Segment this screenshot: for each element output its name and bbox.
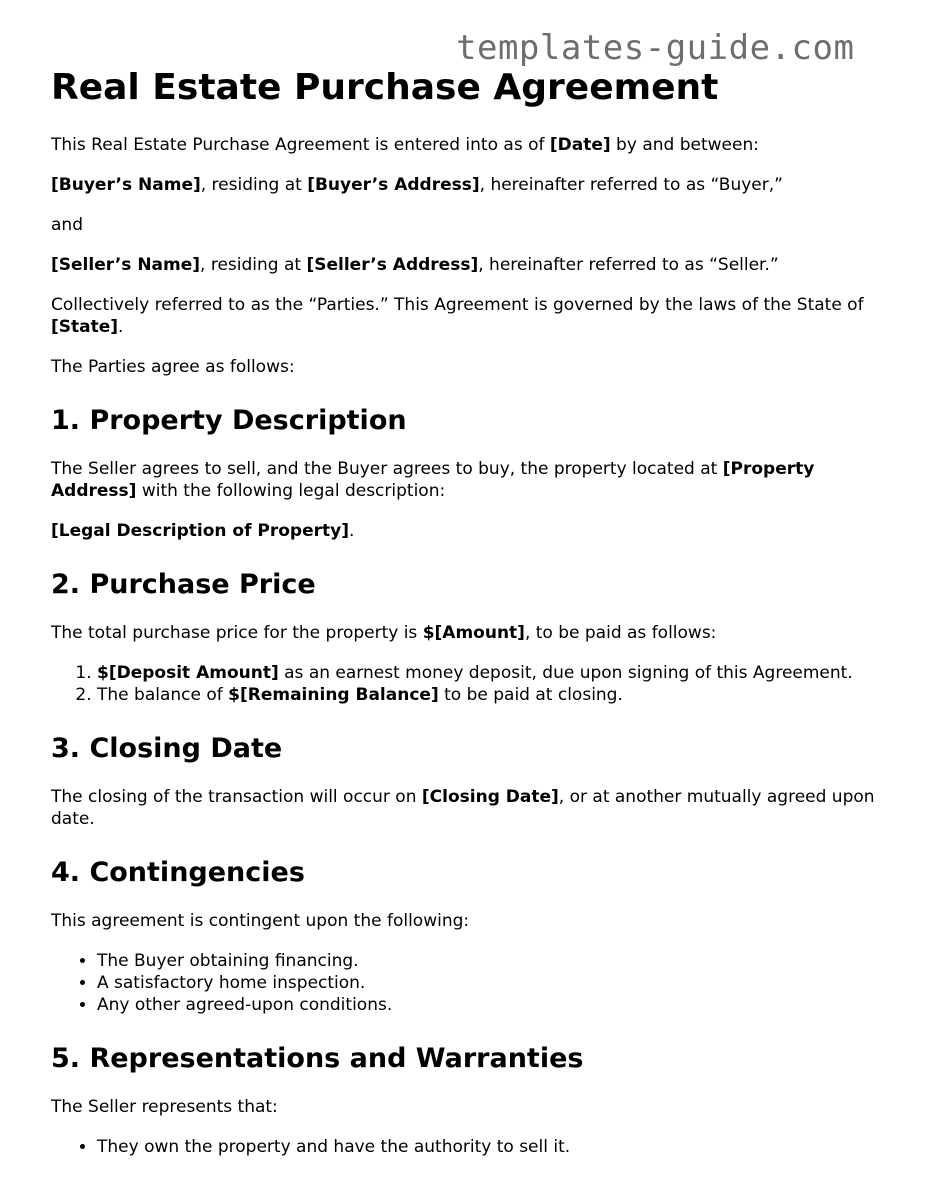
intro-paragraph: This Real Estate Purchase Agreement is entered into as of [Date] by and between:	[51, 135, 759, 155]
list-item: • Any other agreed-upon conditions.	[97, 994, 881, 1016]
document-body	[51, 64, 881, 1176]
representations-paragraph: The Seller represents that:	[51, 1097, 278, 1117]
property-address-placeholder: [Property Address]	[51, 459, 815, 501]
governing-law-paragraph: Collectively referred to as the “Parties.” This Agreement is governed by the laws of the State of [State].	[51, 295, 864, 337]
list-item: • The Buyer obtaining financing.	[97, 950, 881, 972]
document-title: Real Estate Purchase Agreement	[51, 67, 719, 108]
section-heading-closing-date: 3. Closing Date	[51, 733, 283, 764]
legal-description-paragraph: [Legal Description of Property].	[51, 521, 355, 541]
property-paragraph: The Seller agrees to sell, and the Buyer agrees to buy, the property located at [Property Address] with the following legal description:	[51, 459, 815, 501]
section-heading-purchase-price: 2. Purchase Price	[51, 569, 316, 600]
payment-list	[51, 662, 881, 706]
amount-placeholder: $[Amount]	[422, 623, 525, 643]
list-item: • A satisfactory home inspection.	[97, 972, 881, 994]
buyer-address-placeholder: [Buyer’s Address]	[307, 175, 480, 195]
list-item: 2. The balance of $[Remaining Balance] to be paid at closing.	[97, 684, 881, 706]
representations-list	[51, 1136, 881, 1158]
agreement-lead-paragraph: The Parties agree as follows:	[51, 357, 295, 377]
section-heading-representations: 5. Representations and Warranties	[51, 1043, 584, 1074]
and-paragraph: and	[51, 215, 83, 235]
buyer-name-placeholder: [Buyer’s Name]	[51, 175, 201, 195]
state-placeholder: [State]	[51, 317, 119, 337]
closing-date-placeholder: [Closing Date]	[421, 787, 559, 807]
seller-name-placeholder: [Seller’s Name]	[51, 255, 201, 275]
purchase-price-paragraph: The total purchase price for the property is $[Amount], to be paid as follows:	[51, 623, 717, 643]
list-item: • They own the property and have the authority to sell it.	[97, 1136, 881, 1158]
remaining-balance-placeholder: $[Remaining Balance]	[228, 685, 439, 705]
closing-date-paragraph: The closing of the transaction will occur on [Closing Date], or at another mutually agreed upon date.	[51, 787, 875, 829]
seller-address-placeholder: [Seller’s Address]	[306, 255, 479, 275]
legal-description-placeholder: [Legal Description of Property]	[51, 521, 349, 541]
seller-paragraph: [Seller’s Name], residing at [Seller’s Address], hereinafter referred to as “Seller.”	[51, 255, 779, 275]
section-heading-contingencies: 4. Contingencies	[51, 857, 305, 888]
buyer-paragraph: [Buyer’s Name], residing at [Buyer’s Address], hereinafter referred to as “Buyer,”	[51, 175, 783, 195]
list-item: 1. $[Deposit Amount] as an earnest money deposit, due upon signing of this Agreement.	[97, 662, 881, 684]
section-heading-property-description: 1. Property Description	[51, 405, 407, 436]
contingencies-list	[51, 950, 881, 1016]
deposit-amount-placeholder: $[Deposit Amount]	[97, 663, 279, 683]
date-placeholder: [Date]	[549, 135, 611, 155]
watermark: templates-guide.com	[456, 28, 855, 68]
contingencies-paragraph: This agreement is contingent upon the following:	[51, 911, 470, 931]
